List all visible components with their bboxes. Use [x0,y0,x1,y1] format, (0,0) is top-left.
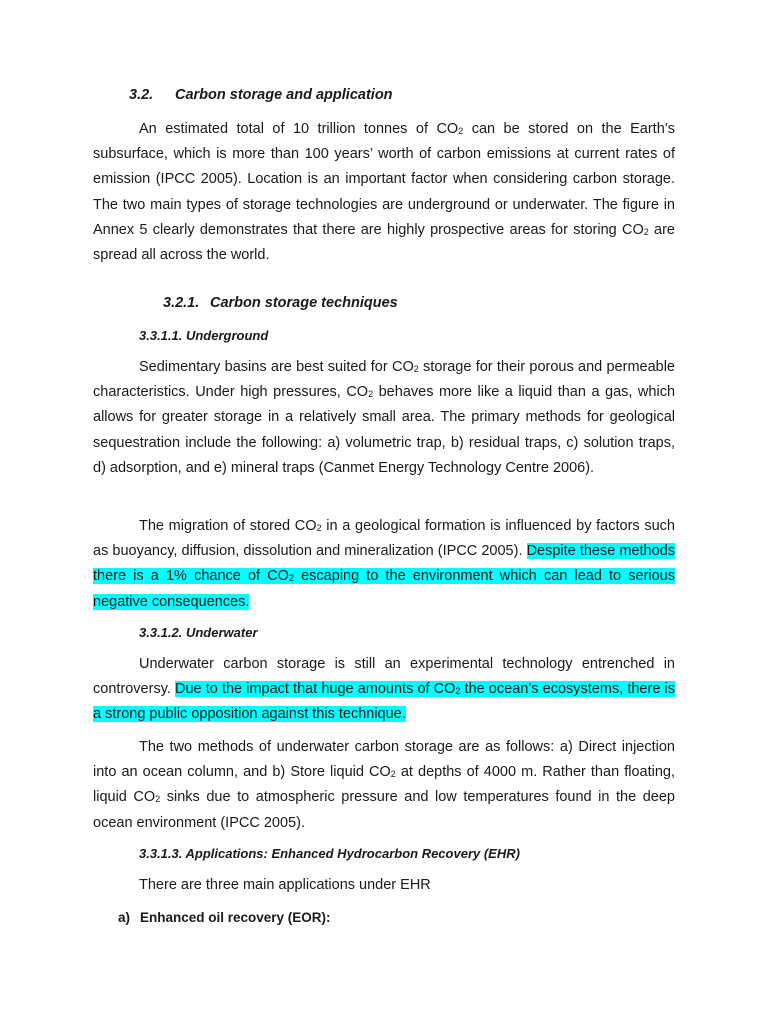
paragraph-underground-2: The migration of stored $CO_2$ in a geological formation is influenced by factors such as buoyancy, diffusion, dissolution and mineralization (IPCC 2005). Despite these methods there is a 1% chance of $CO_2$ escaping to the environment which can lead to serious negative consequences. [93,518,676,610]
subsection-title: Carbon storage techniques [210,295,398,311]
subsection-heading [163,295,398,311]
applications-heading: 3.3.1.3. Applications: Enhanced Hydrocarbon Recovery (EHR) [139,846,520,861]
section-number: 3.2. [129,87,154,103]
paragraph-underwater-1: Underwater carbon storage is still an experimental technology entrenched in controversy. Due to the impact that huge amounts of $CO_2$ the ocean’s ecosystems, there is a strong public opposition against this technique. [93,656,675,723]
list-marker: a) [118,910,131,925]
subsection-number: 3.2.1. [163,295,200,311]
section-heading [129,87,393,103]
underground-heading: 3.3.1.1. Underground [139,328,269,343]
paragraph-underwater-2: The two methods of underwater carbon storage are as follows: a) Direct injection into an ocean column, and b) Store liquid $CO_2$ at depths of 4000 m. Rather than floating, liquid $CO_2$ sinks due to atmospheric pressure and low temperatures found in the deep ocean environment (IPCC 2005). [93,739,675,831]
section-title: Carbon storage and application [175,87,393,103]
paragraph-underground-1: Sedimentary basins are best suited for $CO_2$ storage for their porous and permeable characteristics. Under high pressures, $CO_2$ behaves more like a liquid than a gas, which allows for greater storage in a relatively small area. The primary methods for geological sequestration include the following: a) volumetric trap, b) residual traps, c) solution traps, d) adsorption, and e) mineral traps (Canmet Energy Technology Centre 2006). [93,359,676,476]
highlighted-text: Despite these methods there is a 1% chance of $CO_2$ escaping to the environment which can lead to serious negative consequences. [93,543,676,610]
paragraph-storage-intro: An estimated total of 10 trillion tonnes of $CO_2$ can be stored on the Earth’s subsurface, which is more than 100 years’ worth of carbon emissions at current rates of emission (IPCC 2005). Location is an important factor when considering carbon storage. The two main types of storage technologies are underground or underwater. The figure in Annex 5 clearly demonstrates that there are highly prospective areas for storing $CO_2$ are spread all across the world. [93,121,675,264]
applications-intro: There are three main applications under EHR [139,877,431,893]
list-item-label: Enhanced oil recovery (EOR): [140,910,331,925]
underwater-heading: 3.3.1.2. Underwater [139,625,258,640]
list-item-eor [118,910,331,925]
highlighted-text: Due to the impact that huge amounts of $CO_2$ the ocean’s ecosystems, there is a strong public opposition against this technique. [93,681,675,723]
